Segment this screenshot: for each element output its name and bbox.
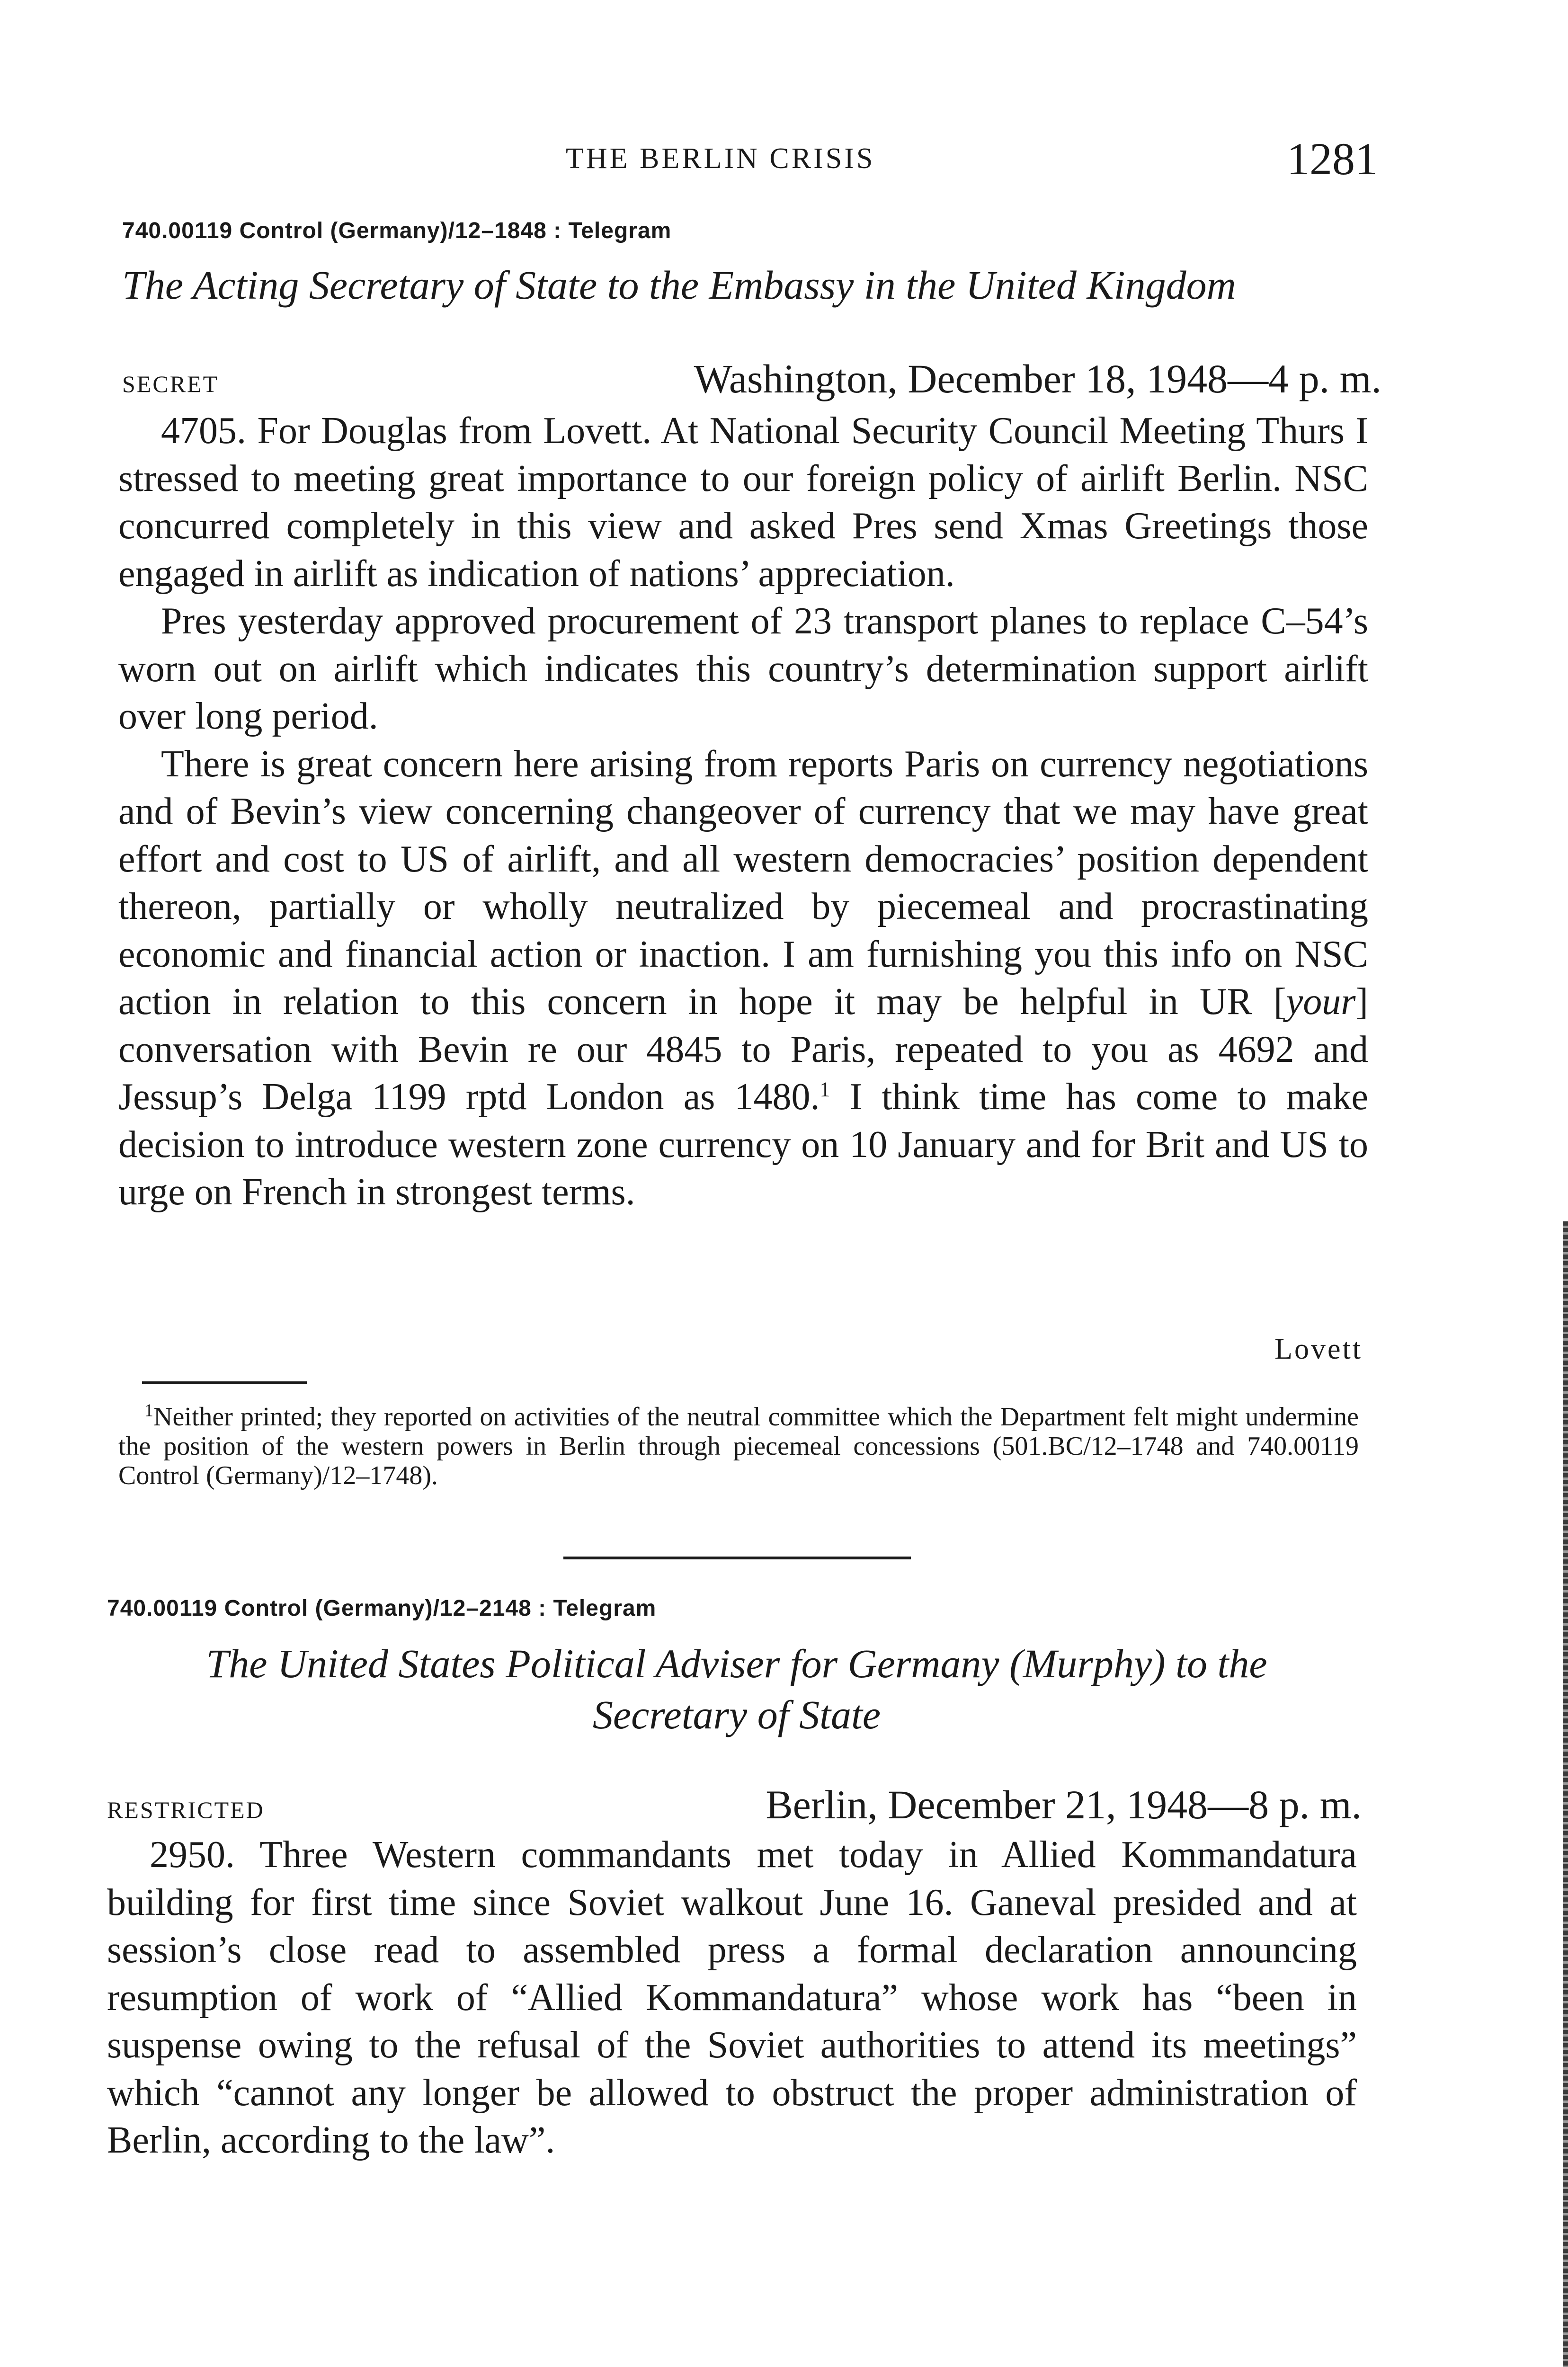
- doc2-place-date: Berlin, December 21, 1948—8 p. m.: [766, 1782, 1362, 1827]
- doc1-place-date: Washington, December 18, 1948—4 p. m.: [694, 356, 1381, 401]
- doc1-paragraph-3: [118, 740, 1368, 1216]
- doc1-heading: The Acting Secretary of State to the Embassy in the United Kingdom: [122, 262, 1236, 308]
- doc1-paragraph-3-part-c: I think time has come to make decision to introduce western zone currency on 10 January and for Brit and US to urge on French in strongest terms.: [118, 1076, 1369, 1213]
- doc2-heading-line-2: Secretary of State: [592, 1692, 881, 1737]
- doc2-dateline: [107, 1781, 1362, 1828]
- running-title: THE BERLIN CRISIS: [566, 142, 875, 175]
- doc2-heading-line-1: The United States Political Adviser for Germany (Murphy) to the: [206, 1641, 1267, 1686]
- footnote-rule: [142, 1381, 307, 1384]
- doc2-reference: 740.00119 Control (Germany)/12–2148 : Telegram: [107, 1596, 657, 1621]
- doc1-signature: Lovett: [1274, 1333, 1363, 1365]
- footnote-text: Neither printed; they reported on activities of the neutral committee which the Department felt might undermine the position of the western powers in Berlin through piecemeal concessions (501.BC/12–1748 and 740.00119 Control (Germany)/12–1748).: [118, 1402, 1359, 1490]
- doc1-paragraph-3-part-b: ] conversation with Bevin re our 4845 to Paris, repeated to you as 4692 and Jessup’s Delga 1199 rptd London as 1480.: [118, 981, 1368, 1118]
- doc2-paragraph-1: 2950. Three Western commandants met today in Allied Kommandatura building for first time since Soviet walkout June 16. Ganeval presided and at session’s close read to assembled press a formal declaration announcing resumption of work of “Allied Kommandatura” whose work has “been in suspense owing to the refusal of the Soviet authorities to attend its meetings” which “cannot any longer be allowed to obstruct the proper administration of Berlin, according to the law”.: [107, 1834, 1357, 2161]
- doc1-paragraph-3-part-a: There is great concern here arising from reports Paris on currency negotiations and of Bevin’s view concerning changeover of currency that we may have great effort and cost to US of airlift, and all western democracies’ position dependent thereon, partially or wholly neutralized by piecemeal and procrastinating economic and financial action or inaction. I am furnishing you this info on NSC action in relation to this concern in hope it may be helpful in UR [: [118, 743, 1368, 1023]
- doc1-paragraph-2: Pres yesterday approved procurement of 23 transport planes to replace C–54’s worn out on airlift which indicates this country’s determination support airlift over long period.: [118, 600, 1368, 737]
- doc1-reference: 740.00119 Control (Germany)/12–1848 : Telegram: [122, 218, 672, 243]
- doc1-classification: SECRET: [122, 371, 219, 397]
- doc1-footnote-ref: 1: [820, 1077, 830, 1101]
- section-divider: [563, 1557, 911, 1559]
- doc1-paragraph-1: 4705. For Douglas from Lovett. At National Security Council Meeting Thurs I stressed to meeting great importance to our foreign policy of airlift Berlin. NSC concurred completely in this view and asked Pres send Xmas Greetings those engaged in airlift as indication of nations’ appreciation.: [118, 410, 1368, 595]
- page-number: 1281: [1287, 133, 1378, 184]
- doc1-footnote: [118, 1402, 1359, 1490]
- running-head: [118, 133, 1378, 185]
- doc1-dateline: [122, 355, 1381, 402]
- doc1-body: [118, 407, 1368, 1216]
- doc1-editorial-insert: your: [1286, 981, 1356, 1023]
- doc2-classification: RESTRICTED: [107, 1797, 265, 1823]
- doc2-body: [107, 1831, 1357, 2164]
- footnote-marker: 1: [144, 1400, 153, 1421]
- scan-edge: [1563, 1221, 1568, 2367]
- doc2-heading: [107, 1638, 1366, 1740]
